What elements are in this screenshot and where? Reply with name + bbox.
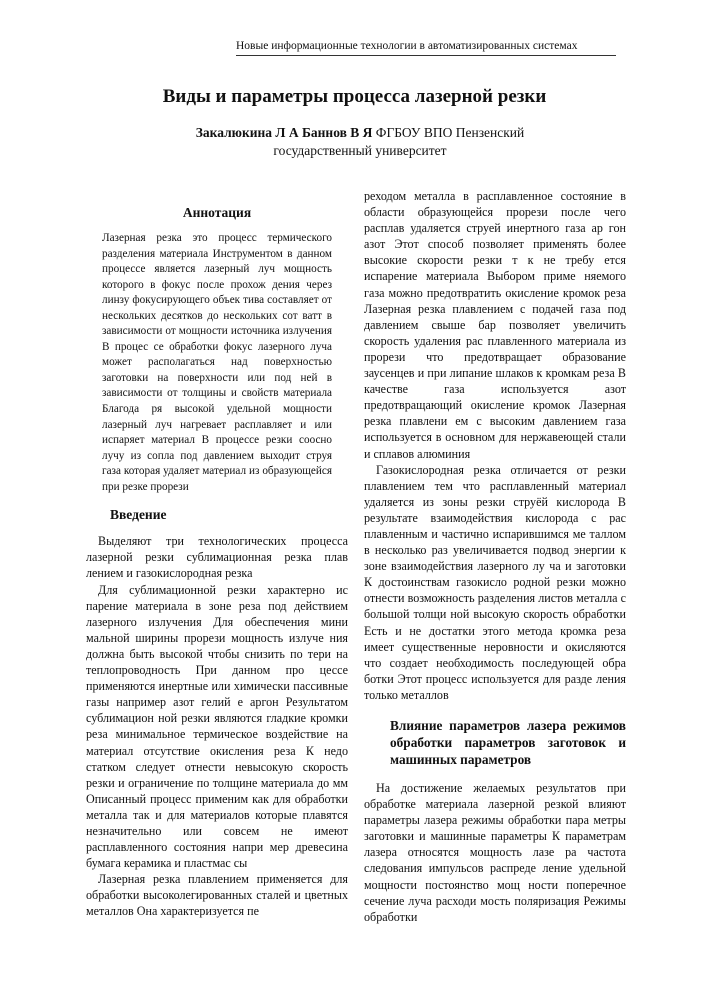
- right-column: [364, 188, 626, 925]
- running-header: Новые информационные технологии в автоматизированных системах: [236, 40, 616, 56]
- paper-title: Виды и параметры процесса лазерной резки: [162, 86, 547, 107]
- intro-heading: Введение: [110, 507, 167, 523]
- affiliation-line-2: государственный университет: [273, 143, 447, 158]
- intro-paragraph: Лазерная резка плавлением применяется для обработки высоколегированных сталей и цветных металлов Она характеризуется пе: [86, 872, 348, 919]
- author-names: Закалюкина Л А Баннов В Я: [195, 125, 373, 140]
- section-paragraph: На достижение желаемых результатов при обработке материала лазерной резкой влияют параметры лазера режимы обработки пара метры заготовки и машинные параметры К параметрам лазера относятся мощность лазе ра частота следования импульсов распреде ление удельной мощности постоянство мощ ности поперечное сечение луча расходи мость поляризация Режимы обработки: [364, 781, 626, 924]
- intro-paragraph: Выделяют три технологических процесса лазерной резки сублимационная резка плав лением и газокислородная резка: [86, 534, 348, 581]
- authors-block: [150, 124, 570, 160]
- abstract-heading: Аннотация: [182, 205, 252, 220]
- abstract-text: Лазерная резка это процесс термического разделения материала Инструментом в данном процессе является лазерный луч мощность которого в фокус после прохож дения через линзу фокусирующего объек тива составляет от нескольких десятков до нескольких сот ватт в зависимости от мощности источника излучения В процес се обработки фокус лазерного луча может располагаться над поверхностью заготовки на поверхности или под ней в зависимости от толщины и свойств материала Благода ря высокой удельной мощности лазерный луч нагревает расплавляет и или испаряет материал В процессе резки соосно лучу из сопла под давлением выходит струя газа которая удаляет материал из образующейся при резке прорези: [102, 232, 332, 493]
- affiliation-line-1: ФГБОУ ВПО Пензенский: [372, 125, 525, 140]
- gas-oxygen-paragraph: Газокислородная резка отличается от резки плавлением тем что расплавленный материал удаляется из зоны резки струёй кислорода В результате взаимодействия кислорода с рас плавленным и частично испарившимся ме таллом в несколько раз увеличивается подвод энергии к зоне взаимодействия лазерного лу ча и заготовки К достоинствам газокисло родной резки можно отнести возможность разделения листов металла с большой толщи ной высокую скорость обработки Есть и не достатки этого метода кромка реза имеет существенные неровности и окисляются что создает необходимость последующей обра ботки Этот процесс используется для разде ления только металлов: [364, 462, 626, 702]
- intro-paragraph: Для сублимационной резки характерно ис парение материала в зоне реза под действием лазерного излучения Для обеспечения мини мальной ширины прорези мощность излуче ния должна быть высокой чтобы снизить по тери на теплопроводность При данном про цессе применяются инертные или химически пассивные газы например азот гелий е аргон Результатом сублимацион ной резки являются гладкие кромки реза минимальное термическое воздействие на материал отсутствие окисления реза К недо статком следует отнести невысокую скорость резки и ограничение по толщине материала до мм Описанный процесс применим как для обработки металла так и для материалов которые плавятся незначительно или совсем не имеют расплавленного состояния напри мер древесина бумага керамика и пластмас сы: [86, 582, 348, 871]
- melting-continuation-paragraph: реходом металла в расплавленное состояние в области образующейся прорези после чего расплав удаляется струей инертного газа ар гон азот Этот способ позволяет применять более высокие скорости резки т к не требу ется испарение материала Выбором приме няемого газа можно предотвратить окисление кромок реза Лазерная резка плавлением с подачей газа под давлением свыше бар позволяет увеличить скорость удаления рас плавленного материала из прорези что предотвращает образование заусенцев и при липание шлаков к кромкам реза В качестве газа используется азот предотвращающий окисление кромок Лазерная резка плавлени ем с высоким давлением газа используется в основном для нержавеющей стали и сплавов алюминия: [364, 189, 626, 461]
- section-heading: Влияние параметров лазера режимов обработки параметров заготовок и машинных параметров: [390, 718, 626, 767]
- left-column: [86, 205, 348, 920]
